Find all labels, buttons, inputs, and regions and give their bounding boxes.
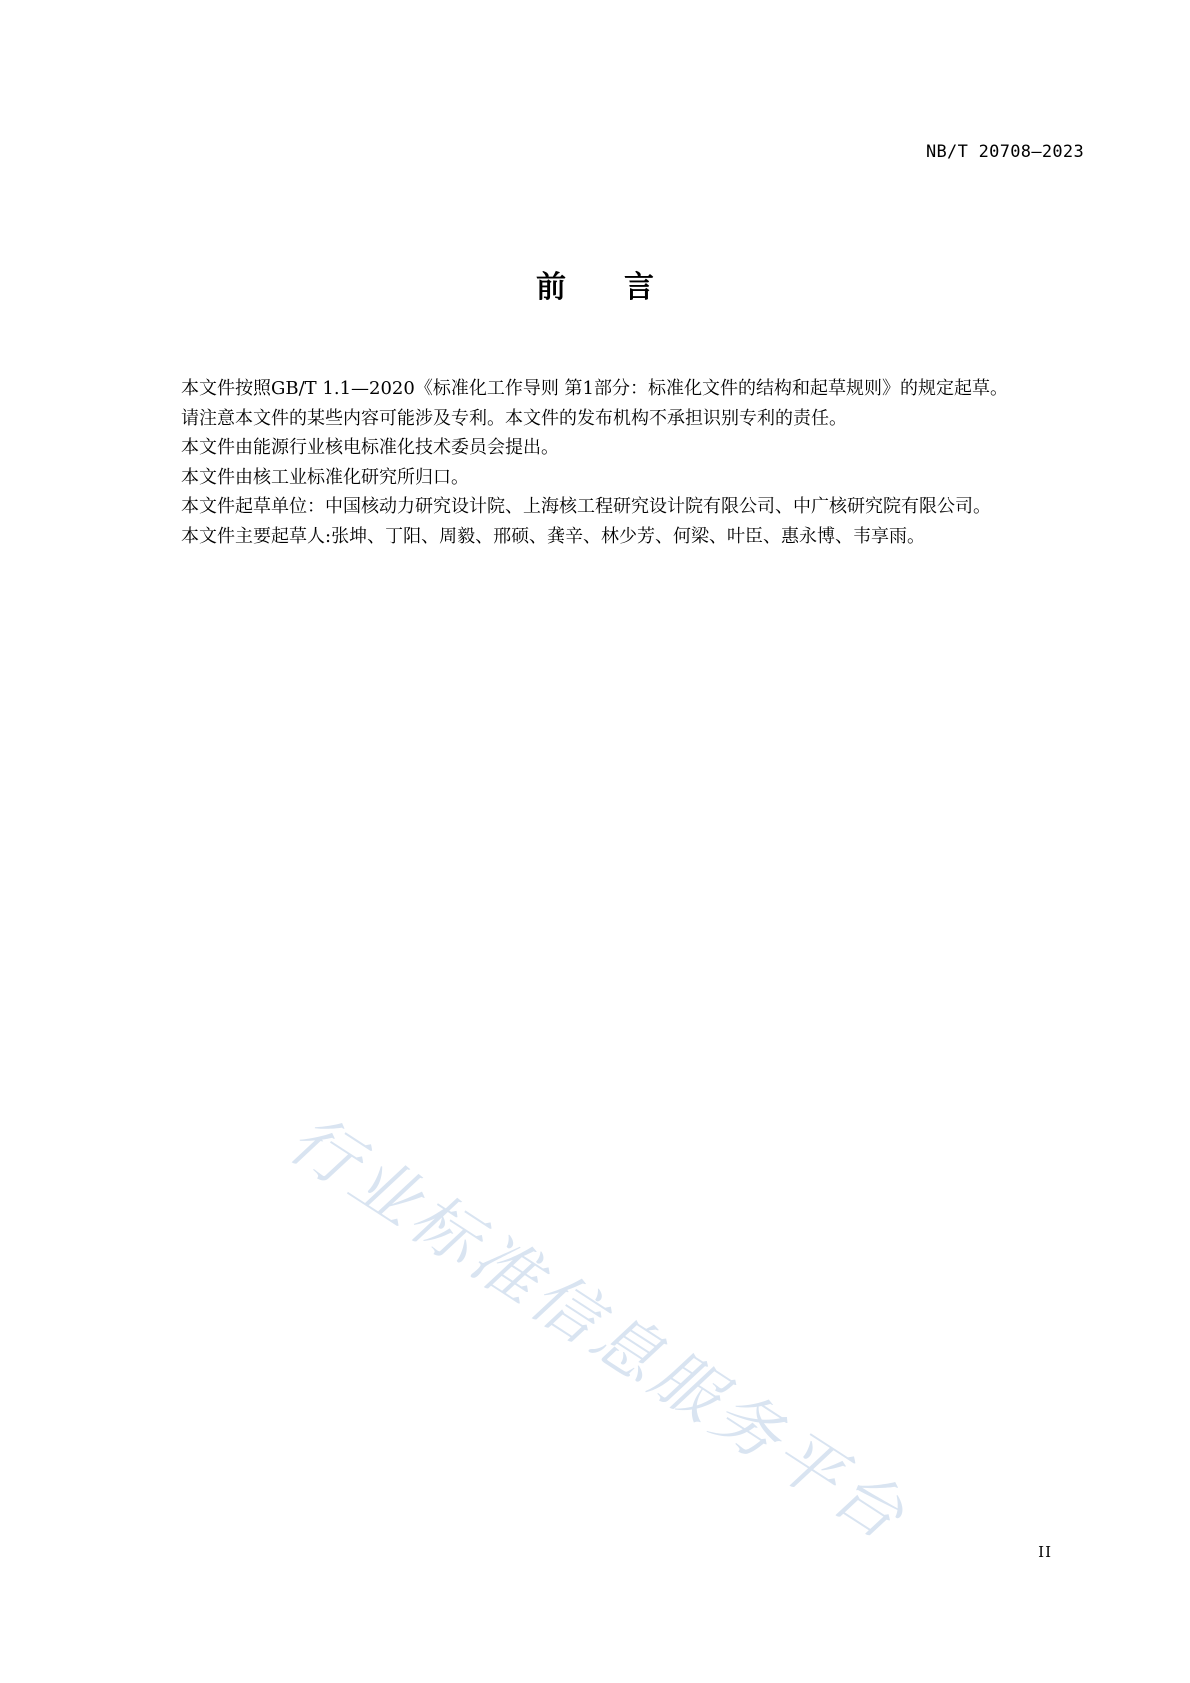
title-char-1: 前: [536, 270, 566, 305]
document-code: NB/T 20708—2023: [925, 142, 1084, 162]
page-title: [0, 262, 1190, 306]
paragraph-drafting-rules: 本文件按照GB/T 1.1—2020《标准化工作导则 第1部分：标准化文件的结构和起草规则》的规定起草。: [181, 378, 1009, 399]
title-char-2: 言: [624, 270, 654, 305]
watermark: 行业标准信息服务平台: [275, 1100, 922, 1557]
paragraph-drafters: 本文件主要起草人:张坤、丁阳、周毅、邢硕、龚辛、林少芳、何梁、叶臣、惠永博、韦享雨。: [181, 525, 926, 547]
foreword-body: [145, 374, 1077, 551]
paragraph-drafting-units: 本文件起草单位：中国核动力研究设计院、上海核工程研究设计院有限公司、中广核研究院有限公司。: [181, 496, 991, 517]
paragraph-patent-notice: 请注意本文件的某些内容可能涉及专利。本文件的发布机构不承担识别专利的责任。: [181, 407, 847, 429]
paragraph-administrator: 本文件由核工业标准化研究所归口。: [181, 466, 469, 488]
page-number: II: [1038, 1543, 1052, 1561]
paragraph-proposer: 本文件由能源行业核电标准化技术委员会提出。: [181, 437, 559, 458]
